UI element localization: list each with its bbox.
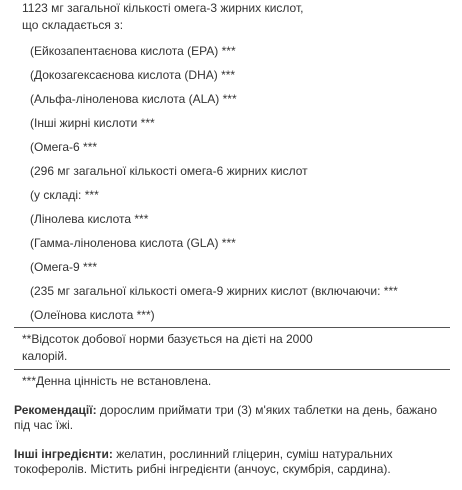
divider bbox=[14, 327, 450, 328]
recommendations-text: дорослим приймати три (3) м'яких таблетки на день, бажано під час їжі. bbox=[14, 403, 438, 432]
ingredient-gla: (Гамма-ліноленова кислота (GLA) *** bbox=[30, 236, 236, 250]
ingredient-omega9: (Омега-9 *** bbox=[30, 260, 98, 274]
ingredient-omega6-composition: (у складі: *** bbox=[30, 188, 99, 202]
recommendations bbox=[14, 403, 454, 433]
ingredient-omega6-total: (296 мг загальної кількості омега-6 жирних кислот bbox=[30, 164, 308, 178]
not-established-footnote bbox=[22, 373, 211, 390]
ingredient-linoleic-acid: (Лінолева кислота *** bbox=[30, 212, 149, 226]
omega3-intro bbox=[22, 0, 303, 34]
daily-value-footnote-line2: калорій. bbox=[22, 349, 68, 363]
not-established-text: ***Денна цінність не встановлена. bbox=[22, 374, 212, 388]
ingredient-dha: (Докозагексаєнова кислота (DHA) *** bbox=[30, 68, 236, 82]
ingredient-ala: (Альфа-ліноленова кислота (ALA) *** bbox=[30, 92, 237, 106]
ingredient-omega9-total: (235 мг загальної кількості омега-9 жирних кислот (включаючи: *** bbox=[30, 284, 398, 298]
divider bbox=[14, 369, 450, 370]
recommendations-label: Рекомендації: bbox=[14, 403, 97, 417]
ingredient-epa: (Ейкозапентаєнова кислота (EPA) *** bbox=[30, 44, 236, 58]
omega3-consists-of-line: що складається з: bbox=[22, 18, 124, 32]
omega3-total-line: 1123 мг загальної кількості омега-3 жирних кислот, bbox=[22, 1, 304, 15]
other-ingredients bbox=[14, 447, 454, 477]
daily-value-footnote-line1: **Відсоток добової норми базується на дієті на 2000 bbox=[22, 332, 313, 346]
ingredient-oleic-acid: (Олеїнова кислота ***) bbox=[30, 308, 155, 322]
ingredient-other-fatty-acids: (Інші жирні кислоти *** bbox=[30, 116, 155, 130]
other-ingredients-label: Інші інгредієнти: bbox=[14, 447, 113, 461]
other-ingredients-text: желатин, рослинний гліцерин, суміш натуральних токоферолів. Містить рибні інгредієнти (анчоус, скумбрія, сардина). bbox=[14, 447, 393, 476]
daily-value-footnote bbox=[22, 331, 313, 365]
ingredient-omega6: (Омега-6 *** bbox=[30, 140, 98, 154]
